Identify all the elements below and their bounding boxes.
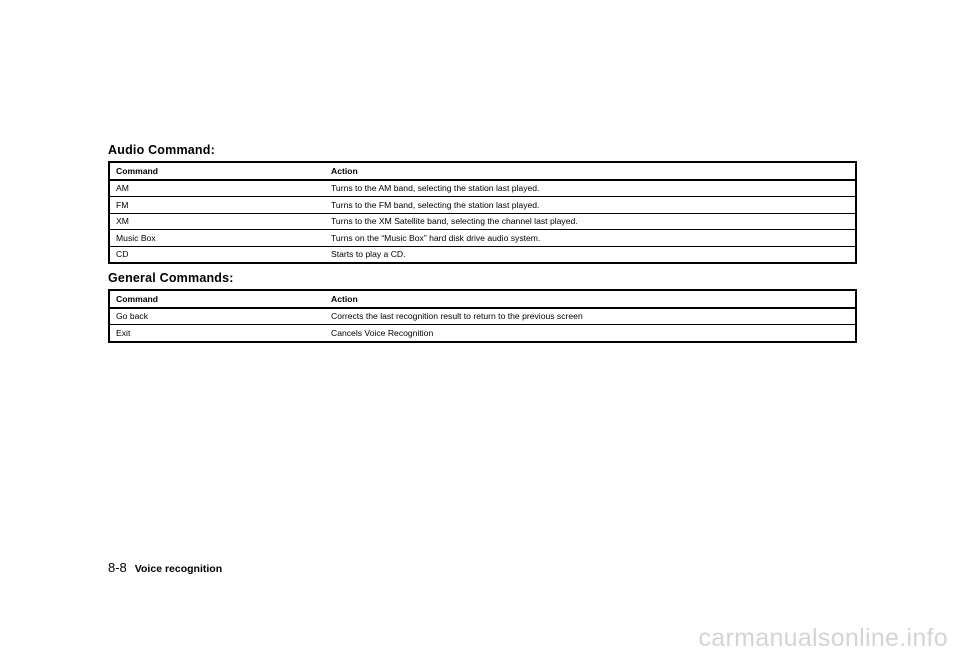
general-commands-title: General Commands: — [108, 271, 234, 285]
watermark-text: carmanualsonline.info — [698, 624, 948, 652]
command-cell: AM — [116, 183, 129, 194]
action-cell: Turns to the XM Satellite band, selecting the channel last played. — [325, 213, 856, 230]
table-header-row — [109, 290, 856, 308]
action-cell: Turns to the FM band, selecting the station last played. — [325, 197, 856, 214]
command-cell: Music Box — [109, 230, 325, 247]
command-cell: Exit — [109, 325, 325, 342]
table-row — [109, 246, 856, 263]
command-cell: CD — [109, 246, 325, 263]
table-header-row — [109, 162, 856, 180]
page-number: 8-8 — [108, 560, 127, 575]
column-header-action: Action — [325, 162, 856, 180]
general-commands-table — [108, 289, 857, 343]
audio-command-title: Audio Command: — [108, 143, 215, 157]
command-cell: Go back — [116, 311, 149, 322]
command-cell: XM — [109, 213, 325, 230]
table-row — [109, 180, 856, 197]
column-header-command: Command — [109, 290, 325, 308]
audio-command-table — [108, 161, 857, 264]
column-header-action: Action — [325, 290, 856, 308]
table-row — [109, 197, 856, 214]
column-header-command: Command — [109, 162, 325, 180]
action-cell: Turns to the AM band, selecting the station last played. — [331, 183, 540, 194]
command-cell: FM — [109, 197, 325, 214]
action-cell: Corrects the last recognition result to return to the previous screen — [331, 311, 583, 322]
table-row — [109, 230, 856, 247]
chapter-title: Voice recognition — [134, 563, 223, 575]
action-cell: Cancels Voice Recognition — [325, 325, 856, 342]
action-cell: Starts to play a CD. — [325, 246, 856, 263]
table-row — [109, 308, 856, 325]
table-row — [109, 213, 856, 230]
action-cell: Turns on the “Music Box” hard disk drive audio system. — [325, 230, 856, 247]
table-row — [109, 325, 856, 342]
page-footer — [108, 560, 222, 575]
